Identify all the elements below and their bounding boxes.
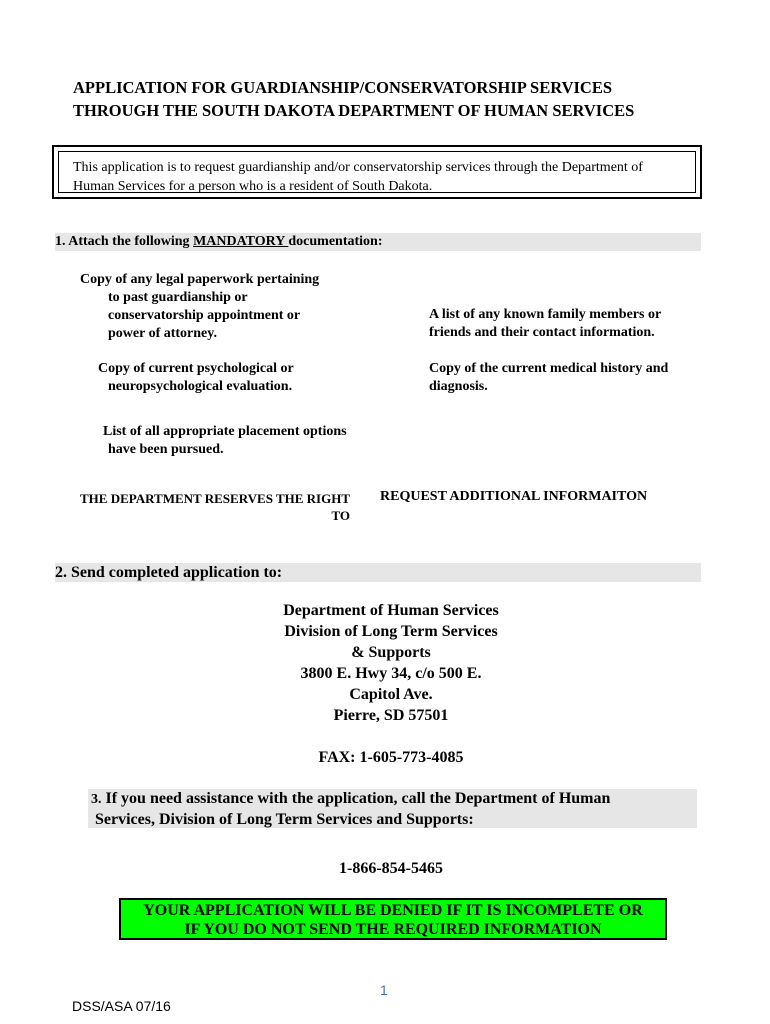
doc-item-psychological-evaluation: Copy of current psychological or neuropsychological evaluation. xyxy=(98,361,294,394)
title-line-1: APPLICATION FOR GUARDIANSHIP/CONSERVATORSHIP SERVICES xyxy=(73,78,613,97)
section-2-heading: 2. Send completed application to: xyxy=(55,563,701,582)
page-number: 1 xyxy=(380,982,388,998)
mandatory-emphasis: MANDATORY xyxy=(193,234,289,249)
reserves-right-text: THE DEPARTMENT RESERVES THE RIGHT TO xyxy=(80,491,350,523)
reserves-right-continuation: REQUEST ADDITIONAL INFORMAITON xyxy=(380,489,648,504)
doc-item-placement-options: List of all appropriate placement options have been pursued. xyxy=(103,424,347,457)
doc-item-medical-history: Copy of the current medical history and diagnosis. xyxy=(429,361,669,394)
title-line-2: THROUGH THE SOUTH DAKOTA DEPARTMENT OF HUMAN SERVICES xyxy=(73,101,635,120)
doc-item-legal-paperwork: Copy of any legal paperwork pertaining to past guardianship or conservatorship appointment or power of attorney. xyxy=(80,272,320,341)
intro-line-2: Human Services for a person who is a resident of South Dakota. xyxy=(73,179,433,194)
intro-box xyxy=(52,145,702,199)
fax-number: FAX: 1-605-773-4085 xyxy=(318,749,464,766)
assistance-phone: 1-866-854-5465 xyxy=(339,860,443,877)
incomplete-warning-banner: YOUR APPLICATION WILL BE DENIED IF IT IS INCOMPLETE OR IF YOU DO NOT SEND THE REQUIRED INFORMATION xyxy=(119,898,667,940)
mailing-address: Department of Human Services Division of Long Term Services & Supports 3800 E. Hwy 34, c/o 500 E. Capitol Ave. Pierre, SD 57501 xyxy=(283,602,499,724)
section-3-heading: 3. If you need assistance with the application, call the Department of Human Services, Division of Long Term Services and Supports: xyxy=(88,789,697,828)
intro-line-1: This application is to request guardianship and/or conservatorship services through the Department of xyxy=(73,160,643,175)
doc-item-family-members: A list of any known family members or friends and their contact information. xyxy=(429,307,662,340)
section-1-heading: 1. Attach the following MANDATORY documentation: xyxy=(55,233,701,251)
form-code: DSS/ASA 07/16 xyxy=(72,998,171,1014)
document-title xyxy=(73,76,634,122)
